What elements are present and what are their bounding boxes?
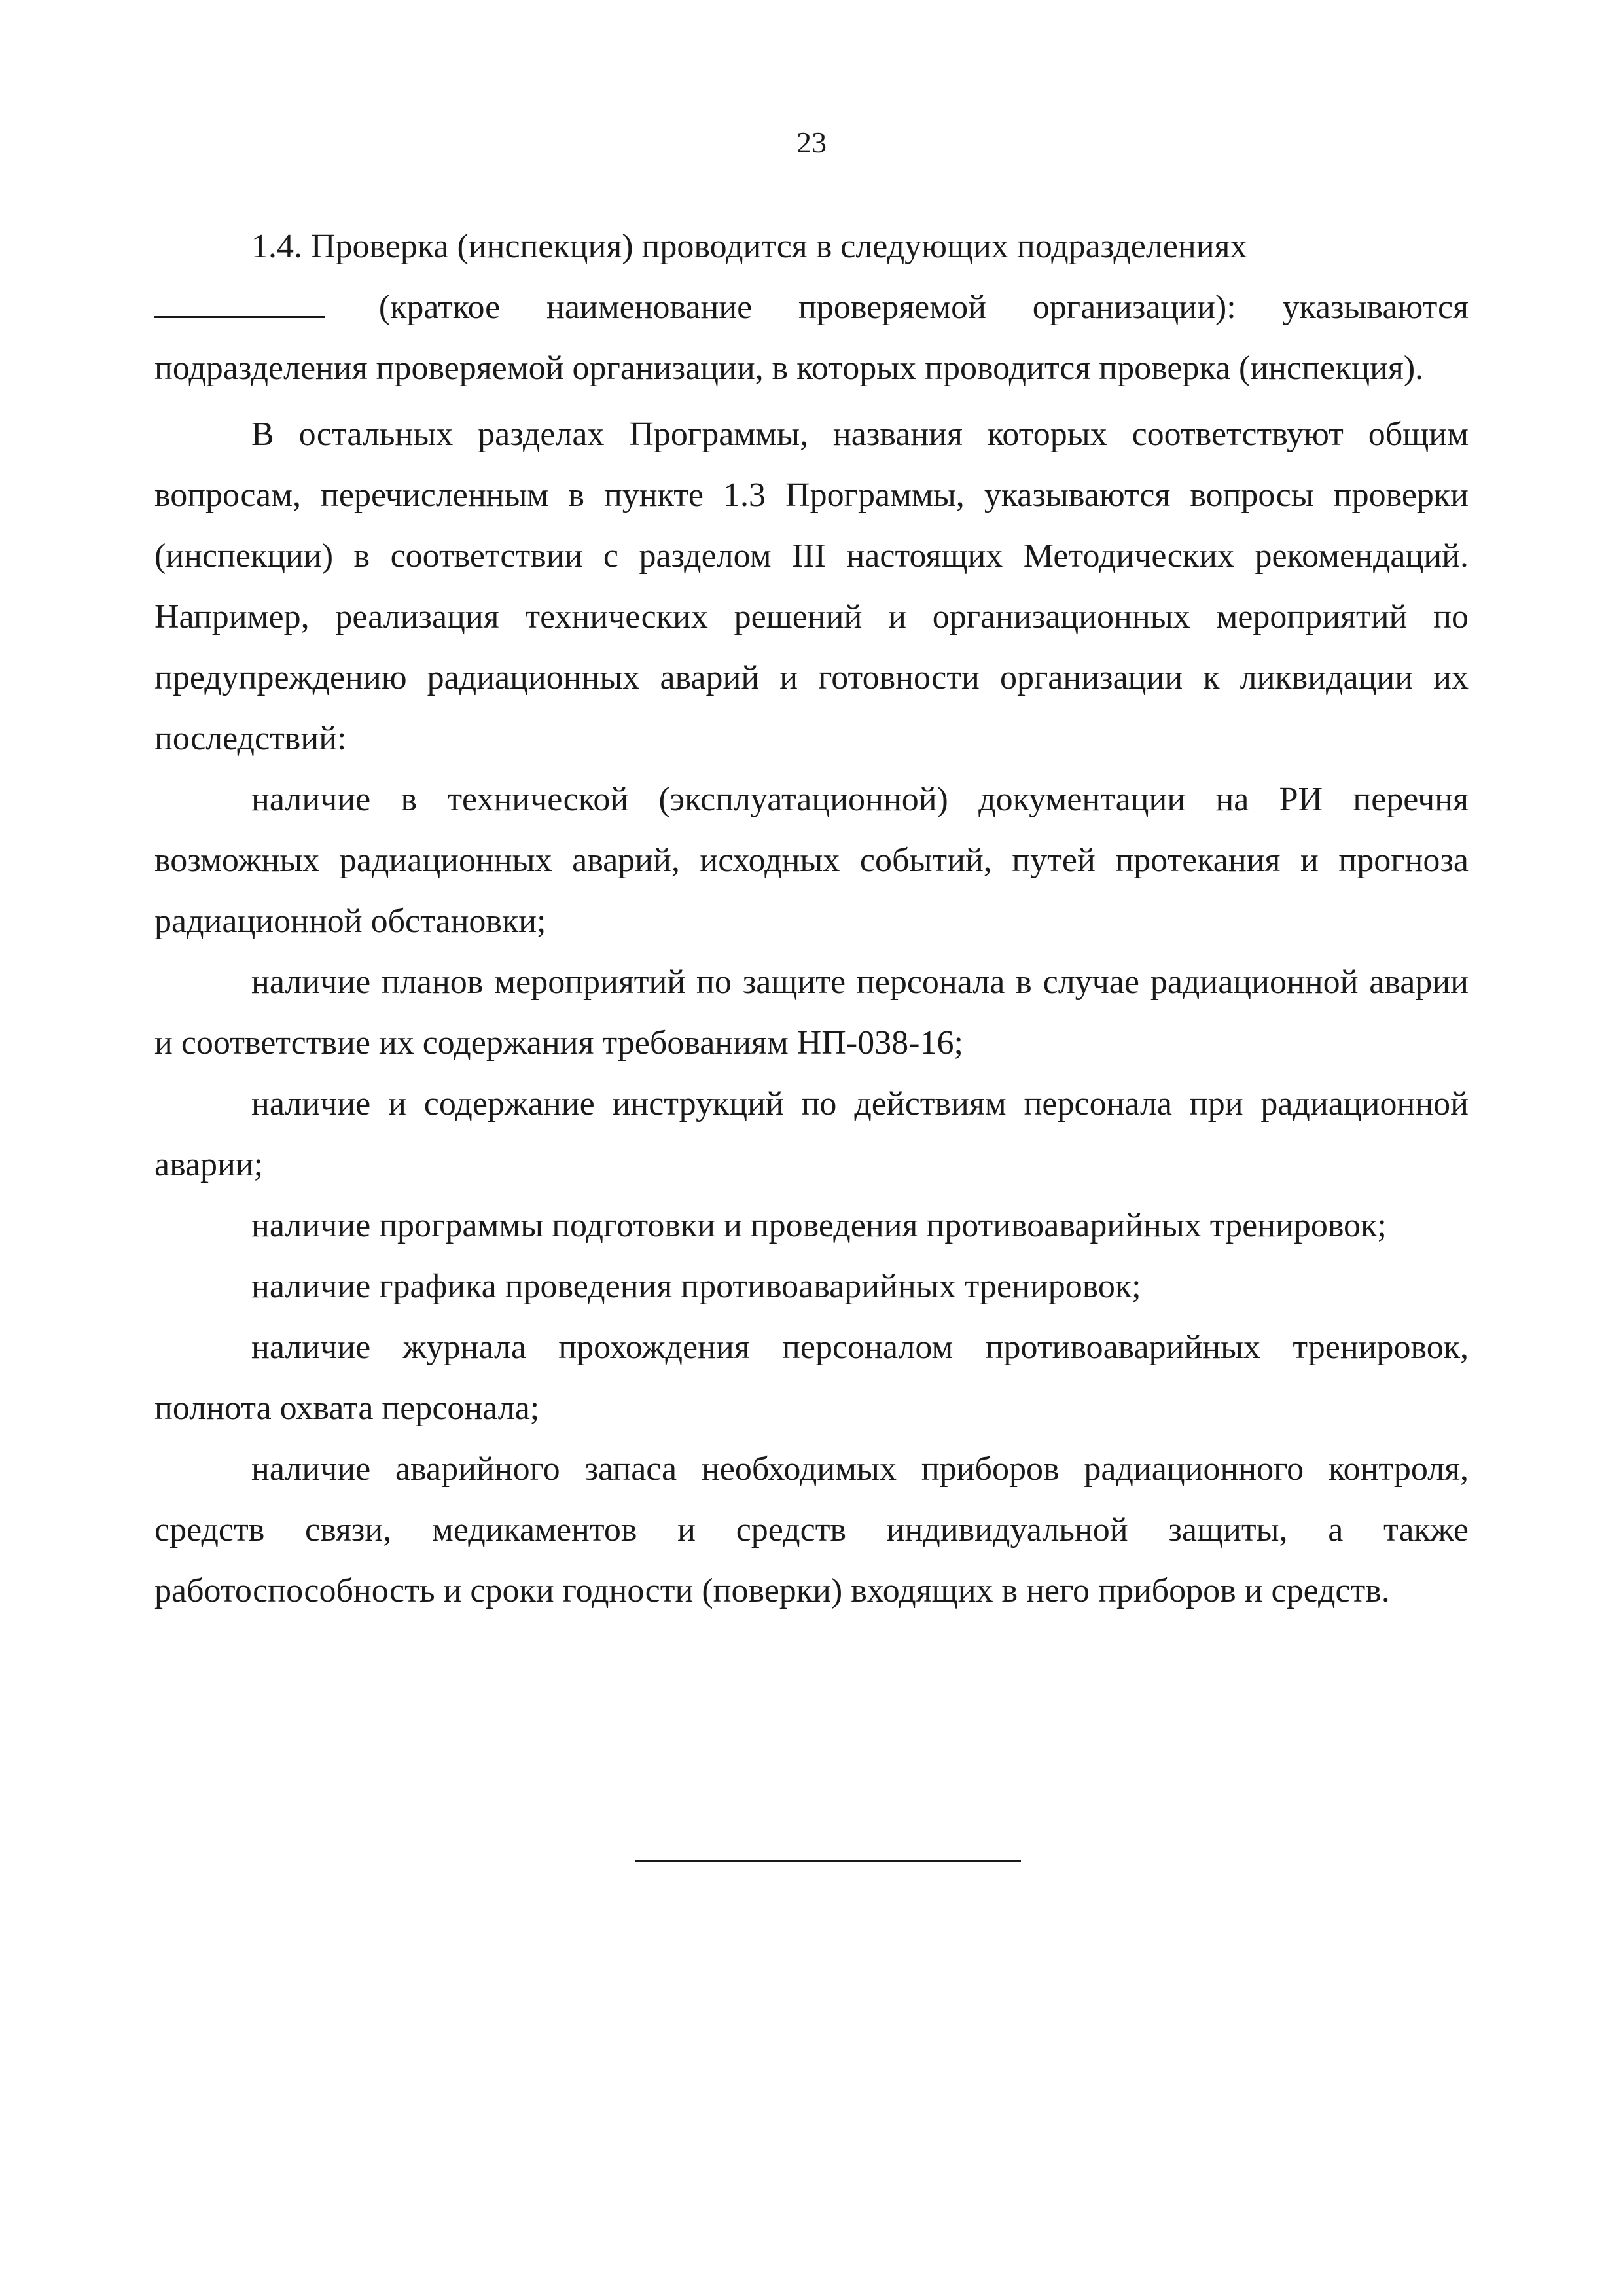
document-body [154, 216, 1469, 1621]
section-1-4-paragraph [154, 216, 1469, 399]
list-item: наличие планов мероприятий по защите персонала в случае радиационной аварии и соответствие их содержания требованиям НП-038-16; [154, 963, 1469, 1062]
list-item: наличие аварийного запаса необходимых приборов радиационного контроля, средств связи, медикаментов и средств индивидуальной защиты, а также работоспособность и сроки годности (поверки) входящих в него приборов и средств. [154, 1450, 1469, 1609]
paragraph-other-sections: В остальных разделах Программы, названия которых соответствуют общим вопросам, перечисленным в пункте 1.3 Программы, указываются вопросы проверки (инспекции) в соответствии с разделом III настоящих Методических рекомендаций. Например, реализация технических решений и организационных мероприятий по предупреждению радиационных аварий и готовности организации к ликвидации их последствий: [154, 416, 1469, 757]
section-1-4-text: (краткое наименование проверяемой организации): указываются подразделения проверяемой организации, в которых проводится проверка (инспекция). [154, 289, 1469, 387]
list-item: наличие графика проведения противоаварийных тренировок; [251, 1268, 1141, 1305]
list-item: наличие в технической (эксплуатационной) документации на РИ перечня возможных радиационных аварий, исходных событий, путей протекания и прогноза радиационной обстановки; [154, 781, 1469, 940]
end-divider [635, 1860, 1021, 1862]
organization-name-blank [154, 290, 325, 318]
section-1-4-lead: 1.4. Проверка (инспекция) проводится в следующих подразделениях [251, 228, 1247, 265]
list-item: наличие программы подготовки и проведения противоаварийных тренировок; [251, 1207, 1387, 1244]
page-number: 23 [796, 126, 827, 159]
list-item: наличие и содержание инструкций по действиям персонала при радиационной аварии; [154, 1085, 1469, 1183]
list-item: наличие журнала прохождения персоналом противоаварийных тренировок, полнота охвата персонала; [154, 1329, 1469, 1427]
